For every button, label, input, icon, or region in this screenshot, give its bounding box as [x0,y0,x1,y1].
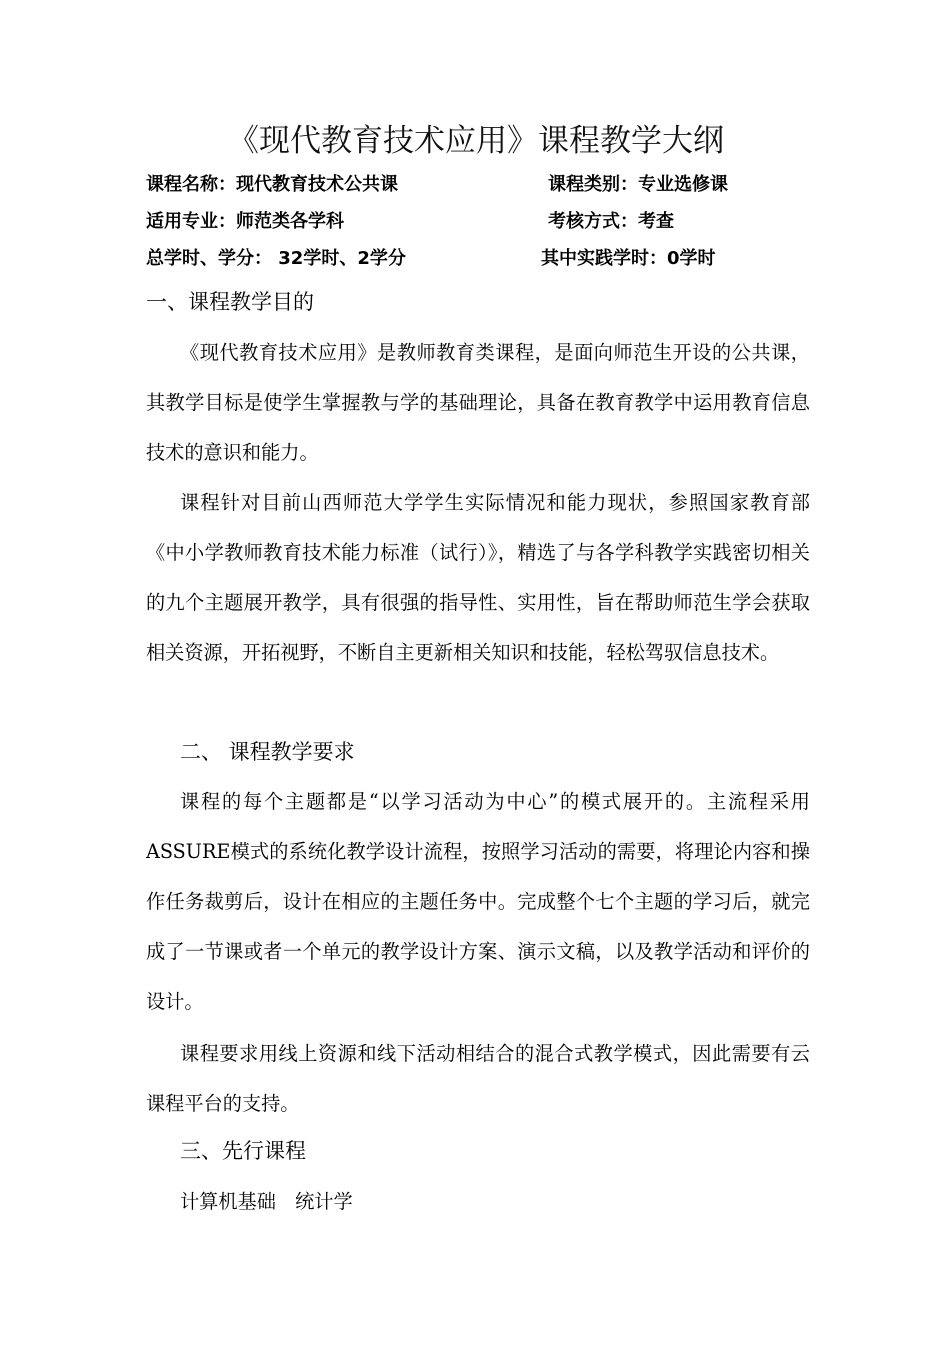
course-name: 课程名称：现代教育技术公共课 [146,174,398,195]
section-2-paragraph-2: 课程要求用线上资源和线下活动相结合的混合式教学模式，因此需要有云课程平台的支持。 [146,1042,810,1115]
prerequisite-courses: 计算机基础 统计学 [180,1190,353,1213]
section-2-paragraph-1: 课程的每个主题都是“以学习活动为中心”的模式展开的。主流程采用ASSURE模式的系统化教学设计流程，按照学习活动的需要，将理论内容和操作任务裁剪后，设计在相应的主题任务中。完成整个七个主题的学习后，就完成了一节课或者一个单元的教学设计方案、演示文稿，以及教学活动和评价的设计。 [146,790,810,1013]
section-1-heading: 一、课程教学目的 [146,290,314,314]
assessment-method: 考核方式：考查 [548,211,674,232]
section-3-heading: 三、先行课程 [180,1139,306,1163]
practice-hours: 其中实践学时：0学时 [541,248,716,269]
total-hours-credits: 总学时、学分： 32学时、2学分 [146,248,406,269]
section-1-paragraph-1: 《现代教育技术应用》是教师教育类课程，是面向师范生开设的公共课，其教学目标是使学生掌握教与学的基础理论，具备在教育教学中运用教育信息技术的意识和能力。 [146,341,810,464]
section-2-heading: 二、 课程教学要求 [180,740,355,764]
section-1-paragraph-2: 课程针对目前山西师范大学学生实际情况和能力现状，参照国家教育部《中小学教师教育技术能力标准（试行）》，精选了与各学科教学实践密切相关的九个主题展开教学，具有很强的指导性、实用性，旨在帮助师范生学会获取相关资源，开拓视野，不断自主更新相关知识和技能，轻松驾驭信息技术。 [146,491,810,664]
course-type: 课程类别：专业选修课 [548,174,728,195]
document-title: 《现代教育技术应用》课程教学大纲 [228,123,724,159]
applicable-major: 适用专业：师范类各学科 [146,211,344,232]
